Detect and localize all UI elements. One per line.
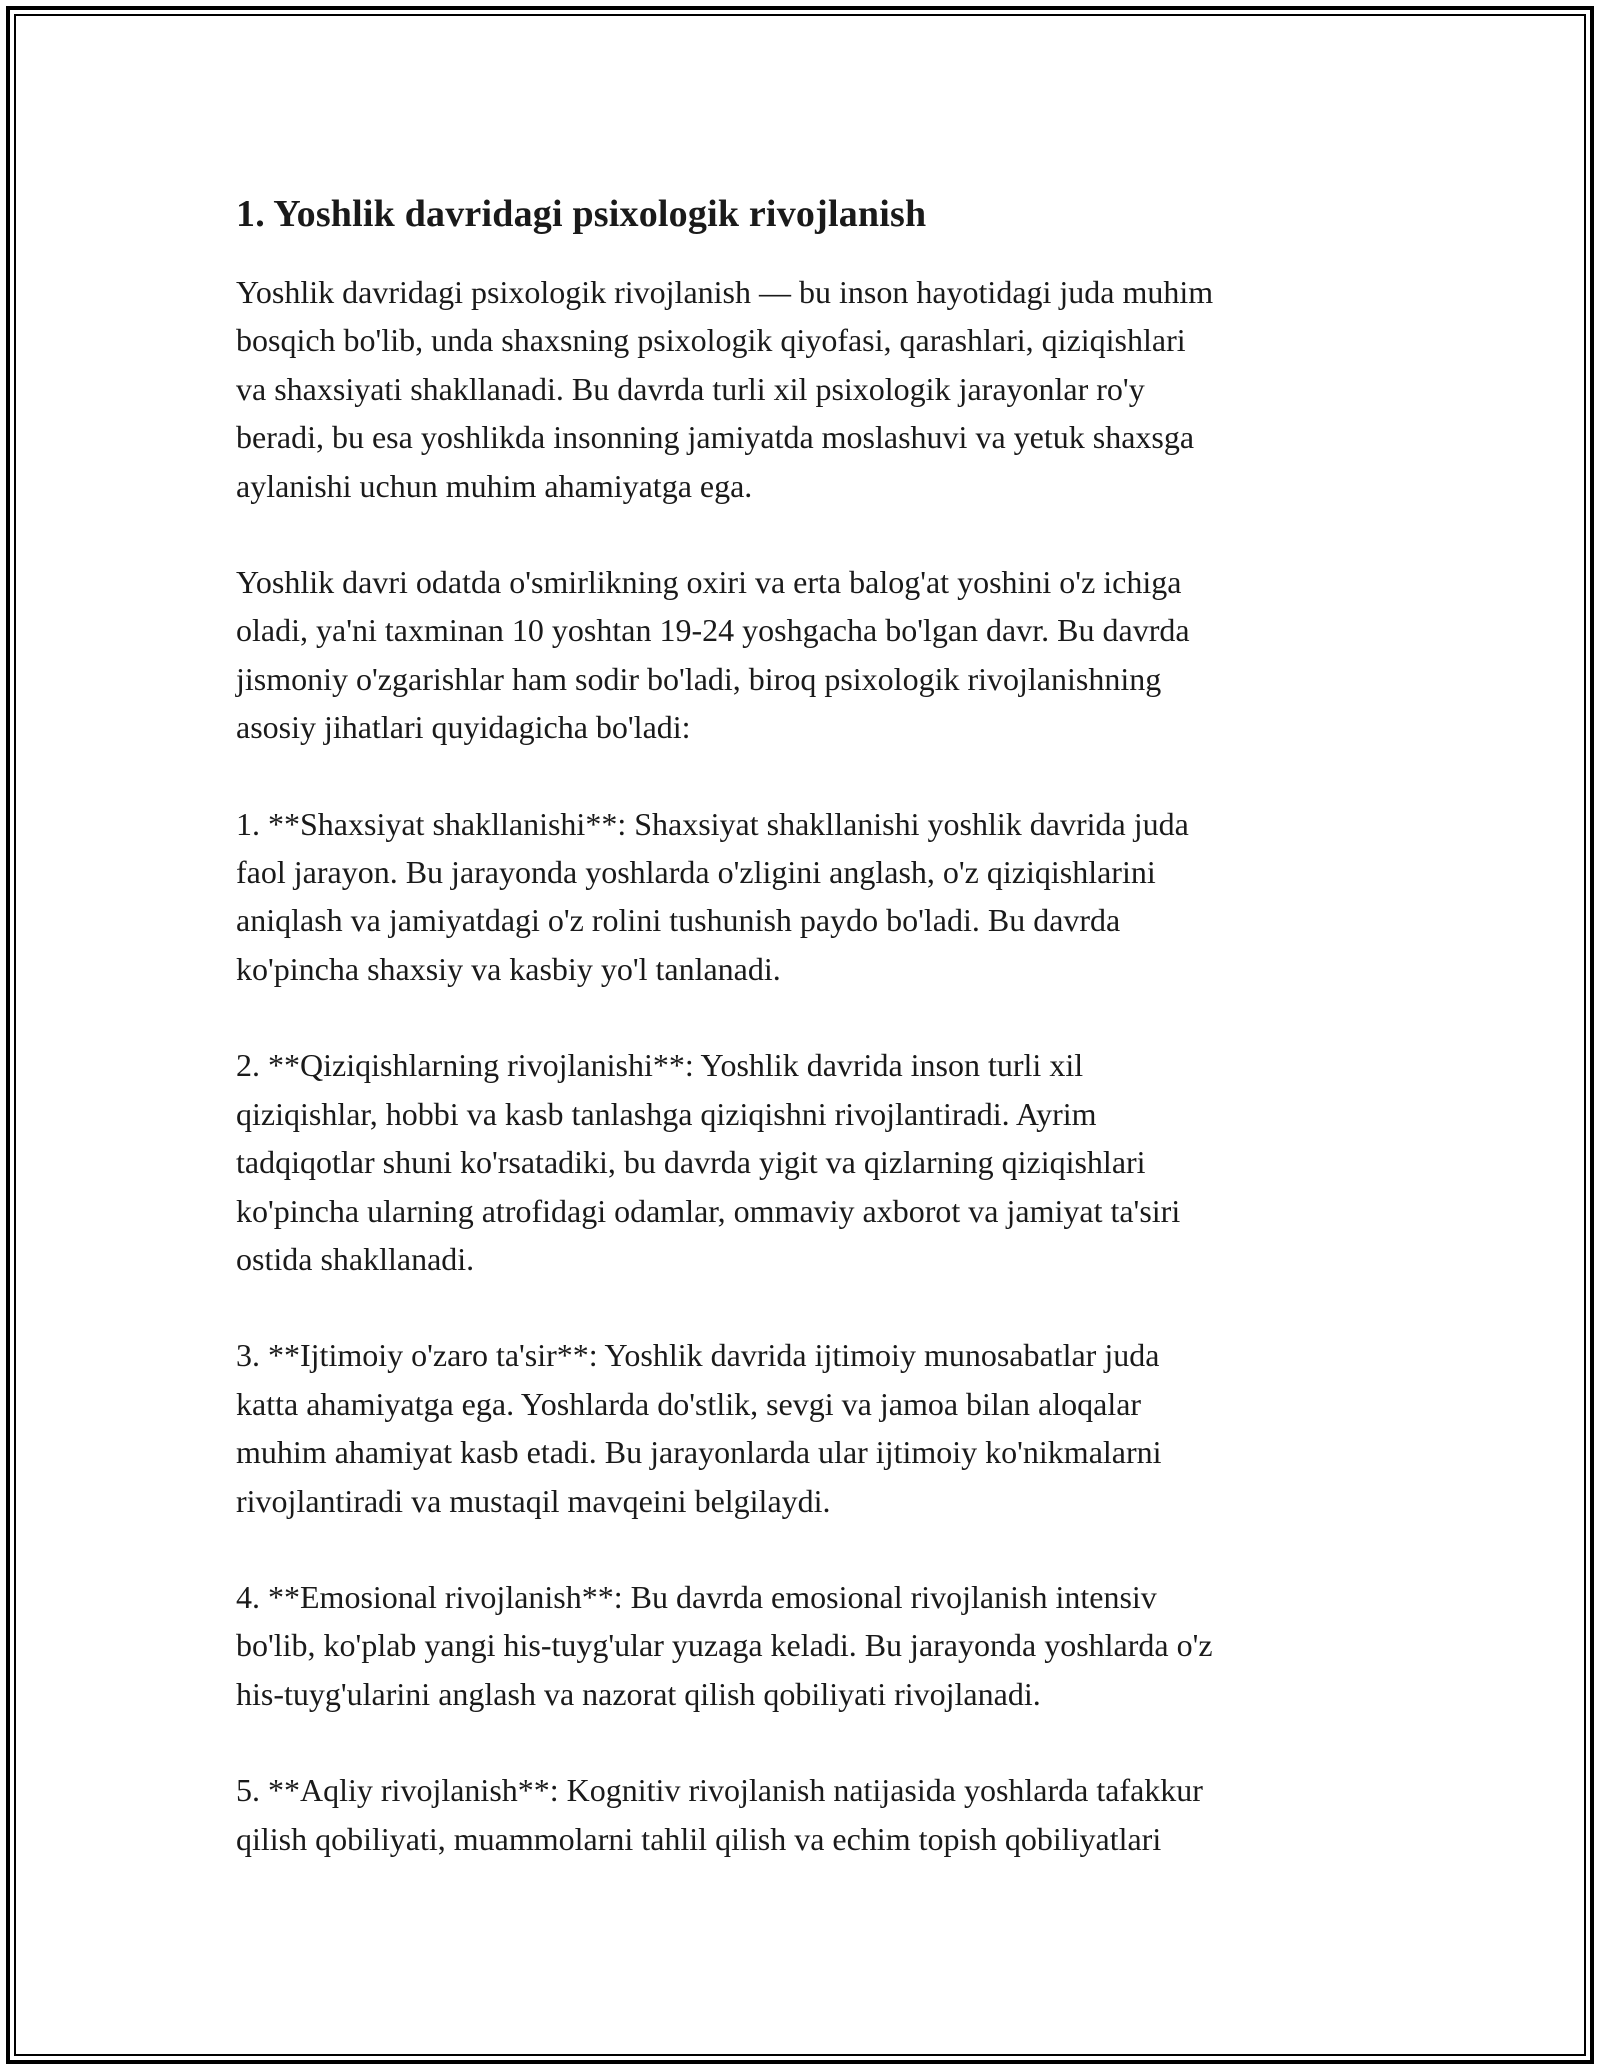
list-item-interests-development: 2. **Qiziqishlarning rivojlanishi**: Yoshlik davrida inson turli xil qiziqishlar, hobbi va kasb tanlashga qiziqishni rivojlantiradi. Ayrim tadqiqotlar shuni ko'rsatadiki, bu davrda yigit va qizlarning qiziqishlari ko'pincha ularning atrofidagi odamlar, ommaviy axborot va jamiyat ta'siri ostida shakllanadi. [236,1047,1181,1277]
list-item-social-interaction: 3. **Ijtimoiy o'zaro ta'sir**: Yoshlik davrida ijtimoiy munosabatlar juda katta ahamiyatga ega. Yoshlarda do'stlik, sevgi va jamoa bilan aloqalar muhim ahamiyat kasb etadi. Bu jarayonlarda ular ijtimoiy ko'nikmalarni rivojlantiradi va mustaqil mavqeini belgilaydi. [236,1337,1162,1519]
document-body [236,186,1366,1911]
section-heading: 1. Yoshlik davridagi psixologik rivojlanish [236,193,927,235]
paragraph-age-range: Yoshlik davri odatda o'smirlikning oxiri va erta balog'at yoshini o'z ichiga oladi, ya'ni taxminan 10 yoshtan 19-24 yoshgacha bo'lgan davr. Bu davrda jismoniy o'zgarishlar ham sodir bo'ladi, biroq psixologik rivojlanishning asosiy jihatlari quyidagicha bo'ladi: [236,564,1190,746]
list-item-personality-formation: 1. **Shaxsiyat shakllanishi**: Shaxsiyat shakllanishi yoshlik davrida juda faol jarayon. Bu jarayonda yoshlarda o'zligini anglash, o'z qiziqishlarini aniqlash va jamiyatdagi o'z rolini tushunish paydo bo'ladi. Bu davrda ko'pincha shaxsiy va kasbiy yo'l tanlanadi. [236,805,1189,987]
paragraph-intro: Yoshlik davridagi psixologik rivojlanish — bu inson hayotidagi juda muhim bosqich bo'lib, unda shaxsning psixologik qiyofasi, qarashlari, qiziqishlari va shaxsiyati shakllanadi. Bu davrda turli xil psixologik jarayonlar ro'y beradi, bu esa yoshlikda insonning jamiyatda moslashuvi va yetuk shaxsga aylanishi uchun muhim ahamiyatga ega. [236,274,1214,504]
list-item-emotional-development: 4. **Emosional rivojlanish**: Bu davrda emosional rivojlanish intensiv bo'lib, ko'plab yangi his-tuyg'ular yuzaga keladi. Bu jarayonda yoshlarda o'z his-tuyg'ularini anglash va nazorat qilish qobiliyati rivojlanadi. [236,1578,1213,1712]
list-item-mental-development: 5. **Aqliy rivojlanish**: Kognitiv rivojlanish natijasida yoshlarda tafakkur qilish qobiliyati, muammolarni tahlil qilish va echim topish qobiliyatlari [236,1772,1203,1857]
